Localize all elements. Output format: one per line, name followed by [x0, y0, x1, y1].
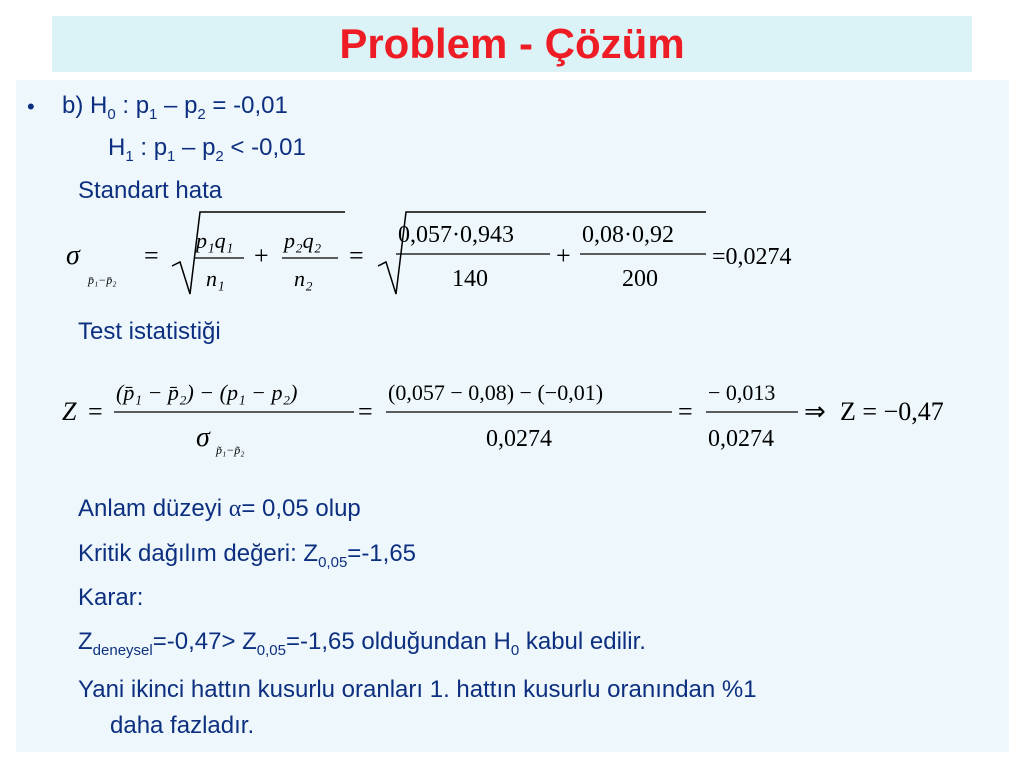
h1-tail: < -0,01 — [223, 134, 306, 161]
z-symbol: Z — [62, 397, 77, 426]
standard-error-equation — [60, 206, 840, 302]
critical-number: =-1,65 — [347, 540, 417, 567]
z-den-2: 0,0274 — [708, 426, 774, 452]
standard-error-label: Standart hata — [78, 177, 223, 204]
sigma-subscript: p̄₁−p̄₂ — [88, 273, 117, 287]
h0-sub: 0 — [107, 105, 116, 123]
equals-1: = — [144, 241, 159, 270]
decision-label: Karar: — [78, 584, 144, 611]
final-conclusion-line2: daha fazladır. — [110, 712, 255, 739]
frac3-den: 140 — [452, 266, 488, 292]
frac4-num: 0,08·0,92 — [582, 222, 674, 248]
conclusion-z: Z — [78, 628, 93, 655]
h0-p2: – p — [157, 92, 198, 119]
critical-value — [78, 540, 416, 571]
equals-3: = — [88, 397, 103, 426]
final-conclusion — [78, 672, 996, 744]
z-frac-den: σ — [196, 422, 210, 453]
z-num-2: − 0,013 — [708, 380, 776, 405]
h1-p1-sub: 1 — [167, 147, 176, 165]
title-banner — [52, 16, 972, 72]
frac1-den: n₁ — [206, 266, 225, 291]
decision-statement — [78, 628, 646, 659]
conclusion-sub-alpha: 0,05 — [256, 641, 286, 659]
plus-2: + — [556, 241, 571, 270]
frac4-den: 200 — [622, 266, 658, 292]
test-statistic-label: Test istatistiği — [78, 318, 221, 345]
h1-p1: : p — [133, 134, 168, 161]
h0-tail: = -0,01 — [205, 92, 288, 119]
h0-p1: : p — [115, 92, 150, 119]
bullet-marker: • — [27, 94, 35, 119]
null-hypothesis — [62, 92, 288, 123]
z-num-1: (0,057 − 0,08) − (−0,01) — [388, 380, 604, 405]
sigma-symbol: σ — [66, 240, 80, 271]
equals-2: = — [349, 241, 364, 270]
z-frac-num: (p̄₁ − p̄₂) − (p₁ − p₂) — [116, 380, 298, 405]
h1-sub: 1 — [125, 147, 134, 165]
significance-text: Anlam düzeyi — [78, 495, 229, 522]
final-conclusion-line1: Yani ikinci hattın kusurlu oranları 1. hattın kusurlu oranından %1 — [78, 676, 757, 703]
conclusion-mid2: =-1,65 olduğundan H — [285, 628, 511, 655]
plus-1: + — [254, 241, 269, 270]
critical-text: Kritik dağılım değeri: Z — [78, 540, 319, 567]
conclusion-sub-deneysel: deneysel — [92, 641, 153, 659]
z-result: Z = −0,47 — [840, 397, 944, 426]
h0-p2-sub: 2 — [197, 105, 206, 123]
conclusion-mid: =-0,47> Z — [152, 628, 257, 655]
equals-4: = — [358, 397, 373, 426]
se-result: =0,0274 — [712, 244, 792, 270]
h0-lead: b) H — [62, 92, 108, 119]
frac2-num: p₂q₂ — [284, 228, 322, 253]
frac3-num: 0,057·0,943 — [398, 222, 514, 248]
equals-5: = — [678, 397, 693, 426]
z-frac-den-sub: p̃₁−p̃₂ — [216, 443, 245, 457]
alpha-symbol: α — [228, 496, 242, 522]
conclusion-tail: kabul edilir. — [519, 628, 646, 655]
significance-level — [78, 495, 361, 523]
test-statistic-equation — [58, 362, 978, 462]
h1-lead: H — [108, 134, 126, 161]
h1-p2-sub: 2 — [215, 147, 224, 165]
h0-p1-sub: 1 — [149, 105, 158, 123]
h1-p2: – p — [175, 134, 216, 161]
z-den-1: 0,0274 — [486, 426, 552, 452]
page-title: Problem - Çözüm — [339, 20, 685, 67]
frac1-num: p₁q₁ — [196, 228, 234, 253]
implies-arrow: ⇒ — [804, 397, 826, 426]
alternative-hypothesis — [108, 134, 306, 165]
critical-sub: 0,05 — [318, 553, 348, 571]
frac2-den: n₂ — [294, 266, 313, 291]
significance-value: = 0,05 olup — [241, 495, 361, 522]
conclusion-sub-h0: 0 — [510, 641, 520, 659]
